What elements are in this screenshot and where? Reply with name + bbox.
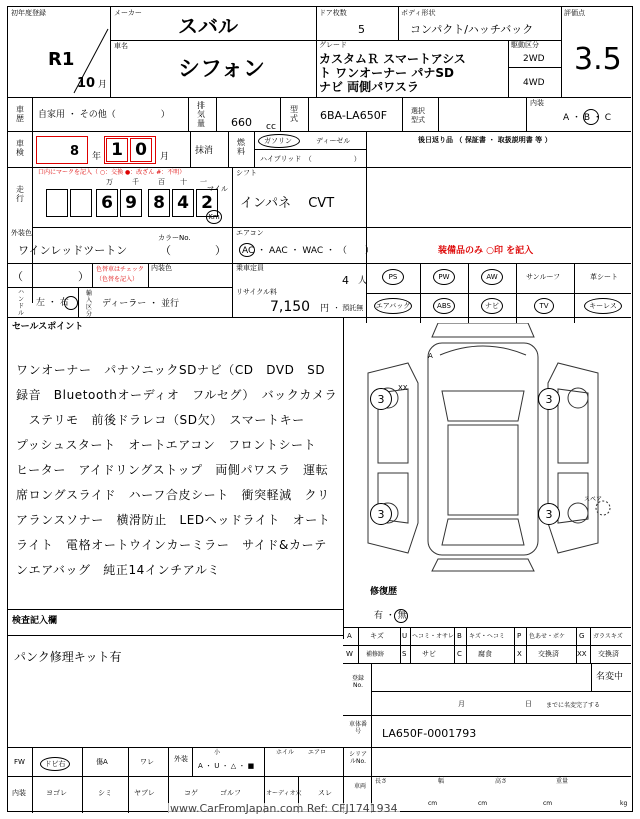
size-height-unit: cm bbox=[543, 800, 553, 807]
doors-value: 5 bbox=[358, 23, 365, 36]
color-change-options: （色替を記入） bbox=[96, 276, 139, 283]
interior-scuff: スレ bbox=[318, 789, 332, 797]
grade-line-3: ナビ 両側パワスラ bbox=[319, 80, 419, 94]
interior-grade-circle bbox=[583, 109, 599, 125]
chassis-label: 車体番号 bbox=[348, 721, 367, 735]
size-label: 車両 bbox=[353, 783, 366, 790]
recycle-label: リサイクル料 bbox=[236, 288, 278, 296]
equip-abs: ABS bbox=[433, 298, 455, 314]
mileage-digit-blank-1 bbox=[46, 189, 68, 217]
fuel-gasoline: ガソリン bbox=[264, 137, 292, 145]
doors-label: ドア枚数 bbox=[319, 9, 347, 17]
registration-label: 登録No. bbox=[351, 675, 364, 689]
interior-dirt: ヨゴレ bbox=[46, 789, 67, 797]
reg-deadline: までに名変完了する bbox=[546, 702, 601, 709]
inspection-year: 8 bbox=[70, 144, 80, 159]
handle-value: 左 ・ 右 bbox=[36, 298, 69, 308]
legend-s: S bbox=[402, 650, 407, 658]
color-no-label: カラーNo. bbox=[158, 234, 191, 242]
drive-2wd: 2WD bbox=[523, 54, 545, 64]
type-label: 型式 bbox=[290, 105, 298, 123]
unit-man: 万 bbox=[106, 178, 113, 186]
score-label: 評価点 bbox=[564, 9, 585, 17]
model-name: シフォン bbox=[178, 57, 265, 82]
equip-tv: TV bbox=[534, 298, 554, 314]
selected-type-label: 選択型式 bbox=[411, 107, 425, 124]
mileage-note: 口内にマークを記入（ ○：交換 ●：改ざん #：不明） bbox=[38, 169, 186, 176]
model-code: 6BA-LA650F bbox=[320, 109, 388, 122]
legend-c-desc: 腐食 bbox=[478, 650, 492, 658]
watermark: www.CarFromJapan.com Ref: CFJ1741934 bbox=[170, 802, 398, 815]
repair-none-circle bbox=[394, 609, 408, 623]
damage-mark-rr: 3 bbox=[538, 503, 560, 525]
name-change-label: 名変中 bbox=[596, 672, 624, 682]
interior-burn: コゲ bbox=[184, 789, 198, 797]
year-unit: 年 bbox=[92, 152, 102, 162]
recycle-amount: 7,150 bbox=[270, 299, 311, 315]
fw-label: FW bbox=[14, 758, 25, 766]
aircon-label: エアコン bbox=[236, 229, 264, 237]
size-weight-unit: kg bbox=[620, 800, 628, 807]
legend-s-desc: サビ bbox=[422, 650, 436, 658]
car-diagram bbox=[348, 323, 628, 573]
km-unit: Km bbox=[206, 210, 222, 224]
damage-a: A bbox=[428, 352, 433, 360]
size-width-unit: cm bbox=[478, 800, 488, 807]
fw-value-3: ワレ bbox=[140, 758, 154, 766]
size-height: 高さ bbox=[495, 778, 508, 785]
sales-line-4: プッシュスタート オートエアコン フロントシート bbox=[16, 438, 317, 452]
equipment-title: 装備品のみ ○印 を記入 bbox=[438, 246, 534, 256]
exterior-label: 外装 bbox=[174, 755, 188, 763]
size-weight: 重量 bbox=[556, 778, 569, 785]
equip-pw: PW bbox=[433, 269, 455, 285]
grade-line-2: ト ワンオーナー パナSD bbox=[319, 66, 454, 80]
legend-w-desc: 補修跡 bbox=[366, 651, 385, 658]
legend-u-desc: ヘコミ・オサレ bbox=[412, 633, 454, 640]
chassis-number: LA650F-0001793 bbox=[382, 727, 477, 740]
month-unit-insp: 月 bbox=[160, 152, 170, 162]
deregistered-label: 抹消 bbox=[195, 146, 214, 156]
sales-line-8: ライト 電格オートウインカーミラー サイド&カーテ bbox=[16, 538, 327, 552]
sales-line-5: ヒーター アイドリングストップ 両側パワスラ 運転 bbox=[16, 463, 329, 477]
displacement-label: 排気量 bbox=[197, 101, 205, 128]
mileage-digit-blank-2 bbox=[70, 189, 92, 217]
aircon-ac-circle bbox=[239, 243, 255, 257]
color-change-note: 色替車はチェック bbox=[96, 266, 144, 273]
auction-sheet: 初年度登録 R1 10 月 メーカー スバル 車名 シフォン ドア枚数 5 ボディ形状 コンパクト/ハッチバック グレード カスタムＲ スマートアシス ト ワンオーナー パナSD ナビ 両側パワスラ 駆動区分 2WD 4WD 評価点 3.5 車歴 自家用 ・ その他（ ） 排気量 660 cc 型式 6BA-LA650F 選択型式 内装 A ・ B ・ C 車検 8 年 1 0 月 抹消 燃料 ガソリン ディーゼル ハイブリッド （ ） 後日返り品 （ 保証書 ・ 取扱説明書 等 ） 走行 口内にマークを記入（ ○：交換 ●：改ざん #：不明） 万 千 百 十 一 6 9 8 4 2 マイル Km シフト インパネ CVT 外装色 ワインレッドツートン カラーNo. （ ） （ ） 色替車はチェック （色替を記入） 内装色 エアコン AC ・ AAC ・ WAC ・ （ ） 装備品のみ ○印 を記入 乗車定員 4 人 PS PW AW サンルーフ 革シート エアバッグ ABS ナビ TV キーレス ハンドル 左 ・ 右 輸入区分 ディーラー ・ 並行 リサイクル料 7,150 円 ・ 預託無 セールスポイント ワンオーナー パナソニックSDナビ（CD DVD SD 録音 Bluetoothオーディオ フルセグ） バックカメラ ステリモ 前後ドラレコ（SD欠） スマートキー プッシュスタート オートエアコン フロントシート ヒーター アイドリングストップ 両側パワスラ 運転 席ロングスライド ハーフ合皮シート 衝突軽減 クリ アランスソナー 横滑防止 LEDヘッドライト オート ライト 電格オートウインカーミラー サイド&カーテ ンエアバッグ 純正14インチアルミ 検査記入欄 パンク修理キット有 3 3 3 3 XX A スペア 修復歴 有 ・ 無 A キズ U ヘコミ・オサレ B キズ・ヘコミ P 色あせ・ボケ G ガラスキズ W 補修跡 S サビ C 腐食 X 交換済 XX 交換済 登録No. 名変中 月 日 までに名変完了する 車体番号 LA650F-0001793 シリアルNo. FW ドビ右 傷A ワレ 外装 小 A ・ U ・ △ ・ ■ ホイル エアロ 内装 ヨゴレ シミ ヤブレ コゲ ゴルフ オーディオ穴 スレ 車両 長さ cm 幅 cm 高さ cm 重量 kg bbox=[7, 6, 633, 812]
equip-airbag: エアバッグ bbox=[374, 298, 412, 314]
damage-xx: XX bbox=[398, 384, 408, 392]
reg-month: 月 bbox=[458, 700, 465, 708]
reg-day: 日 bbox=[525, 700, 532, 708]
small-label: 小 bbox=[214, 749, 221, 756]
equip-sunroof: サンルーフ bbox=[526, 273, 561, 281]
grade-line-1: カスタムＲ スマートアシス bbox=[319, 52, 466, 66]
month-unit: 月 bbox=[98, 80, 108, 90]
fw-value-2: 傷A bbox=[96, 758, 108, 766]
aircon-value: AC ・ AAC ・ WAC ・ （ ） bbox=[242, 246, 374, 256]
legend-g-desc: ガラスキズ bbox=[593, 633, 623, 640]
legend-u: U bbox=[402, 632, 408, 640]
capacity-value: 4 bbox=[342, 274, 349, 287]
legend-p-desc: 色あせ・ボケ bbox=[529, 633, 566, 640]
legend-x-desc: 交換済 bbox=[538, 650, 559, 658]
interior-golf: ゴルフ bbox=[220, 789, 241, 797]
sales-line-6: 席ロングスライド ハーフ合皮シート 衝突軽減 クリ bbox=[16, 488, 330, 502]
exterior-color-label: 外装色 bbox=[11, 229, 32, 237]
wheel-label: ホイル bbox=[276, 749, 295, 756]
handle-right-circle bbox=[64, 296, 78, 310]
documents-title: 後日返り品 （ 保証書 ・ 取扱説明書 等 ） bbox=[418, 136, 552, 144]
notes-text: パンク修理キット有 bbox=[14, 650, 122, 664]
notes-title: 検査記入欄 bbox=[12, 616, 58, 626]
repair-title: 修復歴 bbox=[370, 587, 398, 597]
unit-sen: 千 bbox=[132, 178, 139, 186]
mileage-digit-2: 9 bbox=[120, 189, 142, 217]
interior-color-label: 内装色 bbox=[151, 264, 172, 272]
displacement-unit: cc bbox=[266, 122, 276, 132]
fw-value-1: ドビ右 bbox=[40, 757, 70, 771]
legend-p: P bbox=[517, 632, 522, 640]
interior-audio-hole: オーディオ穴 bbox=[266, 790, 302, 797]
fuel-hybrid: ハイブリッド （ ） bbox=[260, 155, 361, 163]
body-value: コンパクト/ハッチバック bbox=[410, 23, 534, 36]
fuel-label: 燃料 bbox=[237, 138, 245, 156]
unit-juu: 十 bbox=[180, 178, 187, 186]
dealer-value: ディーラー ・ 並行 bbox=[102, 299, 180, 309]
damage-mark-fl: 3 bbox=[370, 388, 392, 410]
inspection-year-box bbox=[36, 136, 88, 164]
sales-title: セールスポイント bbox=[12, 322, 84, 332]
equip-navi: ナビ bbox=[481, 298, 503, 314]
grade-label: グレード bbox=[319, 41, 347, 49]
shift-label: シフト bbox=[236, 169, 257, 177]
damage-mark-fr: 3 bbox=[538, 388, 560, 410]
first-registration-label: 初年度登録 bbox=[11, 9, 46, 17]
spare-label: スペア bbox=[584, 496, 603, 503]
legend-a: A bbox=[347, 632, 352, 640]
damage-mark-rl: 3 bbox=[370, 503, 392, 525]
legend-c: C bbox=[457, 650, 462, 658]
mileage-digit-5: 2 bbox=[196, 189, 218, 217]
capacity-unit: 人 bbox=[358, 276, 368, 286]
serial-label: シリアルNo. bbox=[348, 751, 367, 765]
sales-line-2: 録音 Bluetoothオーディオ フルセグ） バックカメラ bbox=[16, 388, 338, 402]
mileage-label: 走行 bbox=[16, 185, 24, 203]
fuel-gasoline-circle bbox=[258, 134, 300, 148]
maker-name: スバル bbox=[178, 14, 238, 38]
interior-damage-label: 内装 bbox=[12, 789, 26, 797]
legend-xx-desc: 交換済 bbox=[598, 650, 619, 658]
legend-b: B bbox=[457, 632, 462, 640]
first-registration-era: R1 bbox=[48, 49, 75, 70]
interior-stain: シミ bbox=[98, 789, 112, 797]
size-width: 幅 bbox=[438, 778, 445, 785]
color-change-paren: （ ） bbox=[12, 270, 89, 283]
ext-marks: A ・ U ・ △ ・ ■ bbox=[198, 762, 255, 770]
legend-x: X bbox=[517, 650, 522, 658]
model-label: 車名 bbox=[114, 42, 128, 50]
sales-line-7: アランスソナー 横滑防止 LEDヘッドライト オート bbox=[16, 513, 331, 527]
handle-label: ハンドル bbox=[17, 289, 24, 317]
size-length: 長さ bbox=[375, 778, 388, 785]
drive-label: 駆動区分 bbox=[511, 41, 539, 49]
maker-label: メーカー bbox=[114, 9, 142, 17]
interior-tear: ヤブレ bbox=[134, 789, 155, 797]
recycle-unit: 円 bbox=[320, 304, 330, 314]
legend-w: W bbox=[346, 650, 353, 658]
unit-hyaku: 百 bbox=[158, 178, 165, 186]
mileage-digit-3: 8 bbox=[148, 189, 170, 217]
equip-ps: PS bbox=[382, 269, 404, 285]
repair-value: 有 ・ 無 bbox=[374, 611, 407, 621]
mileage-digit-4: 4 bbox=[172, 189, 194, 217]
sales-line-9: ンエアバッグ 純正14インチアルミ bbox=[16, 563, 221, 577]
score-value: 3.5 bbox=[574, 42, 622, 77]
size-length-unit: cm bbox=[428, 800, 438, 807]
drive-4wd: 4WD bbox=[523, 78, 545, 88]
fuel-diesel: ディーゼル bbox=[316, 137, 351, 145]
equip-aw: AW bbox=[481, 269, 503, 285]
mile-label: マイル bbox=[207, 185, 228, 193]
legend-xx: XX bbox=[577, 650, 587, 658]
sales-line-1: ワンオーナー パナソニックSDナビ（CD DVD SD bbox=[16, 363, 326, 377]
usage-value: 自家用 ・ その他（ ） bbox=[38, 110, 170, 120]
unit-ichi: 一 bbox=[200, 178, 207, 186]
displacement-value: 660 bbox=[231, 116, 252, 129]
interior-label: 内装 bbox=[530, 99, 544, 107]
equip-keyless: キーレス bbox=[584, 298, 622, 314]
capacity-label: 乗車定員 bbox=[236, 264, 264, 272]
usage-label: 車歴 bbox=[16, 105, 24, 123]
legend-a-desc: キズ bbox=[370, 632, 384, 640]
legend-g: G bbox=[579, 632, 585, 640]
mileage-digit-1: 6 bbox=[96, 189, 118, 217]
body-label: ボディ形状 bbox=[401, 9, 436, 17]
sales-line-3: ステリモ 前後ドラレコ（SD欠） スマートキー bbox=[16, 413, 305, 427]
legend-b-desc: キズ・ヘコミ bbox=[469, 633, 505, 640]
first-registration-month: 10 bbox=[77, 76, 96, 91]
color-no: （ ） bbox=[160, 244, 226, 257]
interior-grade: A ・ B ・ C bbox=[563, 113, 612, 123]
shift-value: インパネ CVT bbox=[240, 196, 335, 211]
inspection-label: 車検 bbox=[16, 139, 24, 157]
aero-label: エアロ bbox=[308, 749, 327, 756]
import-label: 輸入区分 bbox=[85, 290, 92, 318]
exterior-color: ワインレッドツートン bbox=[18, 244, 128, 257]
deposited: ・ 預託無 bbox=[333, 304, 364, 312]
equip-leather: 革シート bbox=[590, 273, 618, 281]
